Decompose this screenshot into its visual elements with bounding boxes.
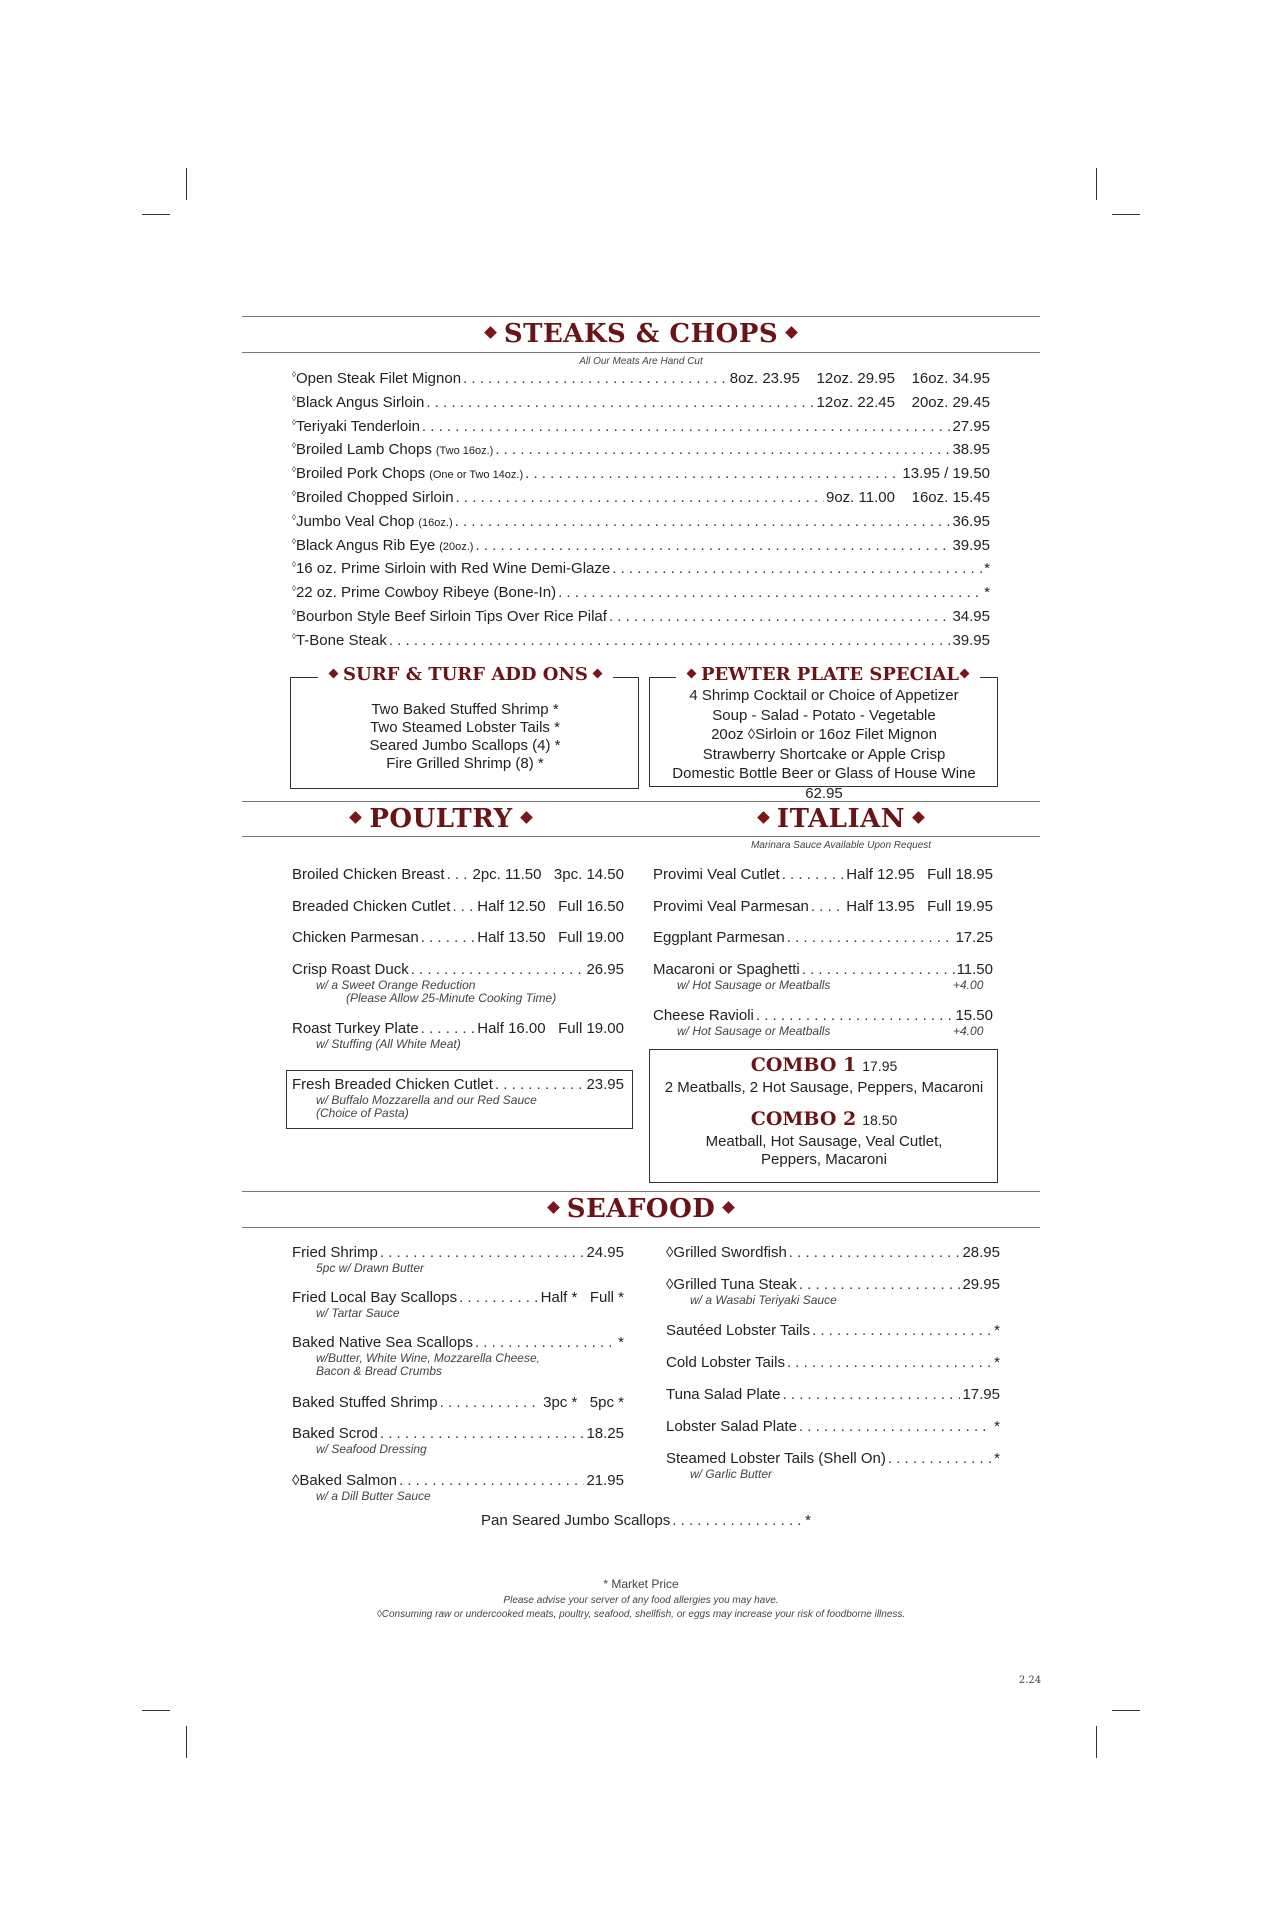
- item-price: *: [994, 1418, 1000, 1435]
- surf-turf-heading: [318, 664, 613, 685]
- item-price: 29.95: [962, 1276, 1000, 1293]
- item-description: (Please Allow 25-Minute Cooking Time): [346, 991, 557, 1005]
- dot-leader: [459, 1289, 539, 1306]
- item-price: 11.50: [956, 961, 993, 978]
- market-price-note: * Market Price: [603, 1577, 679, 1591]
- item-price: 17.95: [962, 1386, 1000, 1403]
- dot-leader: [787, 929, 954, 946]
- item-description: w/ a Dill Butter Sauce: [316, 1489, 431, 1503]
- item-price: *: [994, 1450, 1000, 1467]
- diamond-icon: [757, 811, 770, 824]
- item-name: Crisp Roast Duck: [292, 961, 409, 978]
- diamond-icon: [484, 326, 497, 339]
- crop-mark: [1112, 214, 1140, 215]
- item-name: Sautéed Lobster Tails: [666, 1322, 810, 1339]
- pewter-plate-line: Domestic Bottle Beer or Glass of House Wine: [672, 765, 976, 782]
- diamond-icon: [785, 326, 798, 339]
- dot-leader: [787, 1354, 992, 1371]
- dot-leader: [422, 418, 951, 435]
- dot-leader: [456, 489, 824, 506]
- consumer-advisory-icon: ◊: [292, 417, 296, 427]
- item-name: Fried Local Bay Scallops: [292, 1289, 458, 1306]
- item-addon-price: +4.00: [953, 1024, 984, 1038]
- menu-row: [292, 608, 990, 625]
- italian-title: ITALIAN: [776, 804, 906, 834]
- menu-row: [292, 632, 990, 649]
- item-price: Half 12.95 Full 18.95: [846, 866, 993, 883]
- pewter-plate-title: PEWTER PLATE SPECIAL: [701, 664, 959, 685]
- dot-leader: [389, 632, 951, 649]
- item-price: 39.95: [952, 536, 990, 554]
- menu-row: [666, 1354, 1000, 1371]
- item-name: [292, 489, 454, 506]
- consumer-advisory-icon: ◊: [292, 560, 296, 570]
- consumer-advisory-icon: ◊: [292, 393, 296, 403]
- dot-leader: [558, 584, 982, 601]
- dot-leader: [756, 1007, 954, 1024]
- item-name: [292, 418, 420, 435]
- dot-leader: [447, 866, 471, 883]
- dot-leader: [612, 560, 982, 577]
- surf-turf-item: Seared Jumbo Scallops (4) *: [369, 737, 561, 754]
- item-label: Bourbon Style Beef Sirloin Tips Over Rice Pilaf: [295, 608, 607, 625]
- dot-leader: [463, 370, 728, 387]
- italian-subtitle: Marinara Sauce Available Upon Request: [750, 840, 932, 851]
- pewter-plate-line: Soup - Salad - Potato - Vegetable: [712, 706, 936, 724]
- poultry-title: POULTRY: [369, 804, 513, 834]
- item-price: 26.95: [586, 961, 624, 978]
- menu-row: [292, 1394, 624, 1411]
- divider: [242, 1191, 1040, 1192]
- item-description: w/ Garlic Butter: [690, 1467, 773, 1481]
- crop-mark: [1112, 1710, 1140, 1711]
- item-label: Teriyaki Tenderloin: [295, 417, 420, 435]
- dot-leader: [812, 1322, 992, 1339]
- item-name: ◊Baked Salmon: [292, 1472, 397, 1489]
- item-label: Jumbo Veal Chop: [295, 512, 415, 530]
- item-name: [292, 394, 424, 411]
- dot-leader: [789, 1244, 961, 1261]
- item-name: Cheese Ravioli: [653, 1007, 754, 1024]
- diamond-icon: [687, 668, 697, 678]
- crop-mark: [1096, 1726, 1097, 1758]
- item-name: [292, 560, 610, 577]
- item-name: ◊Grilled Swordfish: [666, 1244, 787, 1261]
- dot-leader: [426, 394, 814, 411]
- foodborne-warning: ◊Consuming raw or undercooked meats, poultry, seafood, shellfish, or eggs may increase your risk of foodborne illness.: [376, 1609, 906, 1620]
- dot-leader: [495, 1076, 585, 1093]
- item-description: 5pc w/ Drawn Butter: [316, 1261, 425, 1275]
- combo1-title: COMBO 1: [750, 1054, 857, 1076]
- item-description: w/ a Sweet Orange Reduction: [316, 978, 476, 992]
- divider: [242, 1227, 1040, 1228]
- menu-row: [292, 418, 990, 435]
- item-name: Roast Turkey Plate: [292, 1020, 419, 1037]
- pewter-plate-line: 20oz ◊Sirloin or 16oz Filet Mignon: [711, 726, 937, 743]
- item-price: 34.95: [952, 608, 990, 625]
- consumer-advisory-icon: ◊: [292, 370, 296, 379]
- pewter-plate-items: [649, 686, 999, 803]
- menu-row: [292, 370, 990, 387]
- pan-seared-scallops-row: [481, 1512, 811, 1529]
- consumer-advisory-icon: ◊: [292, 465, 296, 475]
- item-name: [292, 465, 523, 482]
- item-name: [292, 441, 493, 458]
- item-portion: (Two 16oz.): [435, 445, 494, 458]
- item-label: 22 oz. Prime Cowboy Ribeye (Bone-In): [295, 584, 557, 602]
- menu-row: [666, 1322, 1000, 1339]
- item-price: 39.95: [952, 631, 990, 649]
- item-description: w/ a Wasabi Teriyaki Sauce: [690, 1293, 837, 1307]
- item-label: Broiled Pork Chops: [295, 465, 426, 483]
- item-price: 18.25: [586, 1425, 624, 1442]
- menu-row: [653, 929, 993, 946]
- item-label: Open Steak Filet Mignon: [295, 370, 462, 387]
- crop-mark: [142, 214, 170, 215]
- item-name: ◊Grilled Tuna Steak: [666, 1276, 797, 1293]
- item-portion: (20oz.): [439, 540, 474, 553]
- item-name: Baked Scrod: [292, 1425, 378, 1442]
- surf-turf-item: Fire Grilled Shrimp (8) *: [386, 755, 544, 772]
- item-price: 2pc. 11.50 3pc. 14.50: [472, 866, 624, 883]
- dot-leader: [811, 898, 844, 915]
- item-addon-price: +4.00: [953, 978, 984, 992]
- combo1-price: 17.95: [862, 1058, 898, 1074]
- item-label: T-Bone Steak: [295, 631, 387, 649]
- item-label: Black Angus Sirloin: [295, 393, 425, 411]
- item-description: w/ Buffalo Mozzarella and our Red Sauce: [316, 1093, 537, 1107]
- item-name: [292, 513, 453, 530]
- menu-row: [292, 441, 990, 458]
- item-price: *: [618, 1334, 624, 1351]
- item-name: Broiled Chicken Breast: [292, 866, 445, 883]
- item-price: 15.50: [955, 1007, 993, 1024]
- item-name: Steamed Lobster Tails (Shell On): [666, 1450, 886, 1467]
- combo1-heading: [649, 1056, 999, 1075]
- item-name: Chicken Parmesan: [292, 929, 419, 946]
- pewter-plate-line: Strawberry Shortcake or Apple Crisp: [702, 745, 946, 763]
- item-portion: (16oz.): [418, 516, 453, 529]
- item-portion: (One or Two 14oz.): [429, 469, 524, 482]
- item-price: 12oz. 22.45 20oz. 29.45: [816, 393, 990, 411]
- menu-row: [292, 929, 624, 946]
- combo2-price: 18.50: [862, 1112, 898, 1128]
- surf-turf-items: [290, 701, 640, 773]
- combo1-description: 2 Meatballs, 2 Hot Sausage, Peppers, Macaroni: [664, 1079, 984, 1096]
- menu-row: [292, 537, 990, 554]
- dot-leader: [475, 1334, 616, 1351]
- steaks-title: STEAKS & CHOPS: [503, 319, 779, 349]
- item-name: Fried Shrimp: [292, 1244, 378, 1261]
- item-price: 21.95: [586, 1472, 624, 1489]
- diamond-icon: [329, 668, 339, 678]
- dot-leader: [782, 866, 845, 883]
- allergy-note: Please advise your server of any food allergies you may have.: [503, 1595, 779, 1606]
- item-name: Baked Stuffed Shrimp: [292, 1394, 438, 1411]
- item-description: w/Butter, White Wine, Mozzarella Cheese,: [316, 1351, 540, 1365]
- menu-row: [292, 560, 990, 577]
- menu-row: [653, 866, 993, 883]
- diamond-icon: [722, 1201, 735, 1214]
- menu-row: [666, 1244, 1000, 1261]
- item-description: w/ Stuffing (All White Meat): [316, 1037, 461, 1051]
- poultry-heading: [242, 804, 640, 834]
- menu-row: [292, 394, 990, 411]
- menu-row: [292, 1334, 624, 1351]
- item-name: Breaded Chicken Cutlet: [292, 898, 451, 915]
- consumer-advisory-icon: ◊: [292, 608, 296, 617]
- pewter-plate-line: 4 Shrimp Cocktail or Choice of Appetizer: [689, 687, 959, 704]
- item-price: 27.95: [952, 417, 990, 435]
- item-price: 17.25: [955, 929, 993, 946]
- consumer-advisory-icon: ◊: [292, 489, 296, 498]
- consumer-advisory-icon: ◊: [292, 536, 296, 546]
- item-name: Fresh Breaded Chicken Cutlet: [292, 1076, 493, 1093]
- item-price: 13.95 / 19.50: [902, 465, 990, 483]
- item-name: [292, 584, 556, 601]
- item-description: w/ Hot Sausage or Meatballs: [677, 978, 831, 992]
- item-price: Half 12.50 Full 16.50: [477, 898, 624, 915]
- divider: [242, 836, 1040, 837]
- item-price: 28.95: [962, 1244, 1000, 1261]
- dot-leader: [380, 1425, 585, 1442]
- item-label: Broiled Lamb Chops: [295, 441, 432, 459]
- menu-row: [292, 513, 990, 530]
- item-price: Half 13.50 Full 19.00: [477, 929, 624, 946]
- menu-row: [292, 866, 624, 883]
- surf-turf-item: Two Baked Stuffed Shrimp *: [371, 701, 559, 718]
- diamond-icon: [350, 811, 363, 824]
- item-label: Broiled Chopped Sirloin: [295, 489, 454, 506]
- item-name: [292, 632, 387, 649]
- item-price: *: [805, 1512, 811, 1529]
- dot-leader: [672, 1512, 803, 1529]
- dot-leader: [411, 961, 585, 978]
- dot-leader: [888, 1450, 992, 1467]
- menu-row: [292, 1289, 624, 1306]
- consumer-advisory-icon: ◊: [292, 631, 296, 641]
- item-description: w/ Hot Sausage or Meatballs: [677, 1024, 831, 1038]
- item-price: 8oz. 23.95 12oz. 29.95 16oz. 34.95: [729, 370, 990, 387]
- dot-leader: [525, 465, 900, 482]
- menu-row: [292, 961, 624, 978]
- menu-row: [666, 1418, 1000, 1435]
- dot-leader: [421, 929, 476, 946]
- consumer-advisory-icon: ◊: [292, 512, 296, 522]
- menu-row: [292, 584, 990, 601]
- consumer-advisory-icon: ◊: [292, 441, 296, 451]
- dot-leader: [452, 898, 475, 915]
- combo2-heading: [649, 1110, 999, 1129]
- divider: [242, 316, 1040, 317]
- item-label: 16 oz. Prime Sirloin with Red Wine Demi-Glaze: [295, 560, 611, 578]
- item-name: Tuna Salad Plate: [666, 1386, 781, 1403]
- item-price: 38.95: [952, 441, 990, 459]
- item-name: Eggplant Parmesan: [653, 929, 785, 946]
- item-description: w/ Seafood Dressing: [316, 1442, 427, 1456]
- crop-mark: [142, 1710, 170, 1711]
- item-price: 24.95: [586, 1244, 624, 1261]
- combo2-description: Peppers, Macaroni: [761, 1151, 887, 1168]
- item-price: *: [994, 1322, 1000, 1339]
- dot-leader: [799, 1276, 961, 1293]
- surf-turf-title: SURF & TURF ADD ONS: [343, 664, 588, 685]
- item-name: [292, 370, 461, 387]
- combo2-block: [649, 1110, 999, 1169]
- item-description: (Choice of Pasta): [316, 1106, 409, 1120]
- chicken-cutlet-row: [292, 1076, 624, 1093]
- item-name: Pan Seared Jumbo Scallops: [481, 1512, 671, 1529]
- item-price: Half 13.95 Full 19.95: [846, 898, 993, 915]
- dot-leader: [802, 961, 955, 978]
- pewter-plate-heading: [676, 664, 980, 685]
- combo1-block: [649, 1056, 999, 1097]
- item-label: Black Angus Rib Eye: [295, 536, 436, 554]
- combo2-title: COMBO 2: [750, 1108, 857, 1130]
- menu-row: [292, 1472, 624, 1489]
- menu-row: [653, 961, 993, 978]
- item-price: 3pc * 5pc *: [543, 1394, 624, 1411]
- dot-leader: [495, 441, 950, 458]
- item-description: Bacon & Bread Crumbs: [316, 1364, 443, 1378]
- menu-row: [292, 465, 990, 482]
- menu-code: 2.24: [1018, 1675, 1042, 1686]
- dot-leader: [440, 1394, 541, 1411]
- item-name: [292, 608, 607, 625]
- diamond-icon: [547, 1201, 560, 1214]
- item-name: Baked Native Sea Scallops: [292, 1334, 473, 1351]
- item-name: Provimi Veal Parmesan: [653, 898, 809, 915]
- menu-row: [653, 898, 993, 915]
- dot-leader: [455, 513, 951, 530]
- surf-turf-item: Two Steamed Lobster Tails *: [370, 719, 560, 736]
- consumer-advisory-icon: ◊: [292, 584, 296, 594]
- menu-row: [292, 1020, 624, 1037]
- item-price: *: [994, 1354, 1000, 1371]
- menu-row: [292, 1425, 624, 1442]
- menu-row: [292, 489, 990, 506]
- diamond-icon: [960, 668, 970, 678]
- item-price: Half 16.00 Full 19.00: [477, 1020, 624, 1037]
- pewter-plate-line: 62.95: [805, 784, 843, 802]
- item-price: Half * Full *: [540, 1289, 624, 1306]
- item-name: [292, 537, 473, 554]
- steaks-subtitle: All Our Meats Are Hand Cut: [579, 356, 703, 367]
- item-name: Provimi Veal Cutlet: [653, 866, 780, 883]
- item-description: w/ Tartar Sauce: [316, 1306, 400, 1320]
- menu-row: [666, 1276, 1000, 1293]
- crop-mark: [1096, 168, 1097, 200]
- item-price: *: [984, 560, 990, 578]
- diamond-icon: [520, 811, 533, 824]
- diamond-icon: [912, 811, 925, 824]
- menu-row: [666, 1386, 1000, 1403]
- divider: [242, 801, 1040, 802]
- item-name: Lobster Salad Plate: [666, 1418, 797, 1435]
- item-name: Macaroni or Spaghetti: [653, 961, 800, 978]
- crop-mark: [186, 168, 187, 200]
- dot-leader: [783, 1386, 961, 1403]
- item-price: *: [984, 584, 990, 602]
- dot-leader: [475, 537, 950, 554]
- dot-leader: [421, 1020, 476, 1037]
- italian-heading: [642, 804, 1040, 834]
- dot-leader: [609, 608, 951, 625]
- dot-leader: [799, 1418, 992, 1435]
- dot-leader: [380, 1244, 585, 1261]
- item-price: 36.95: [952, 512, 990, 530]
- seafood-title: SEAFOOD: [566, 1194, 716, 1224]
- crop-mark: [186, 1726, 187, 1758]
- dot-leader: [399, 1472, 584, 1489]
- diamond-icon: [592, 668, 602, 678]
- menu-row: [292, 898, 624, 915]
- divider: [242, 352, 1040, 353]
- item-name: Cold Lobster Tails: [666, 1354, 785, 1371]
- item-price: 23.95: [586, 1076, 624, 1093]
- seafood-heading: [242, 1194, 1040, 1224]
- menu-row: [666, 1450, 1000, 1467]
- menu-row: [292, 1244, 624, 1261]
- menu-row: [653, 1007, 993, 1024]
- combo2-description: Meatball, Hot Sausage, Veal Cutlet,: [705, 1133, 943, 1150]
- steaks-heading: [242, 319, 1040, 349]
- item-price: 9oz. 11.00 16oz. 15.45: [825, 489, 990, 506]
